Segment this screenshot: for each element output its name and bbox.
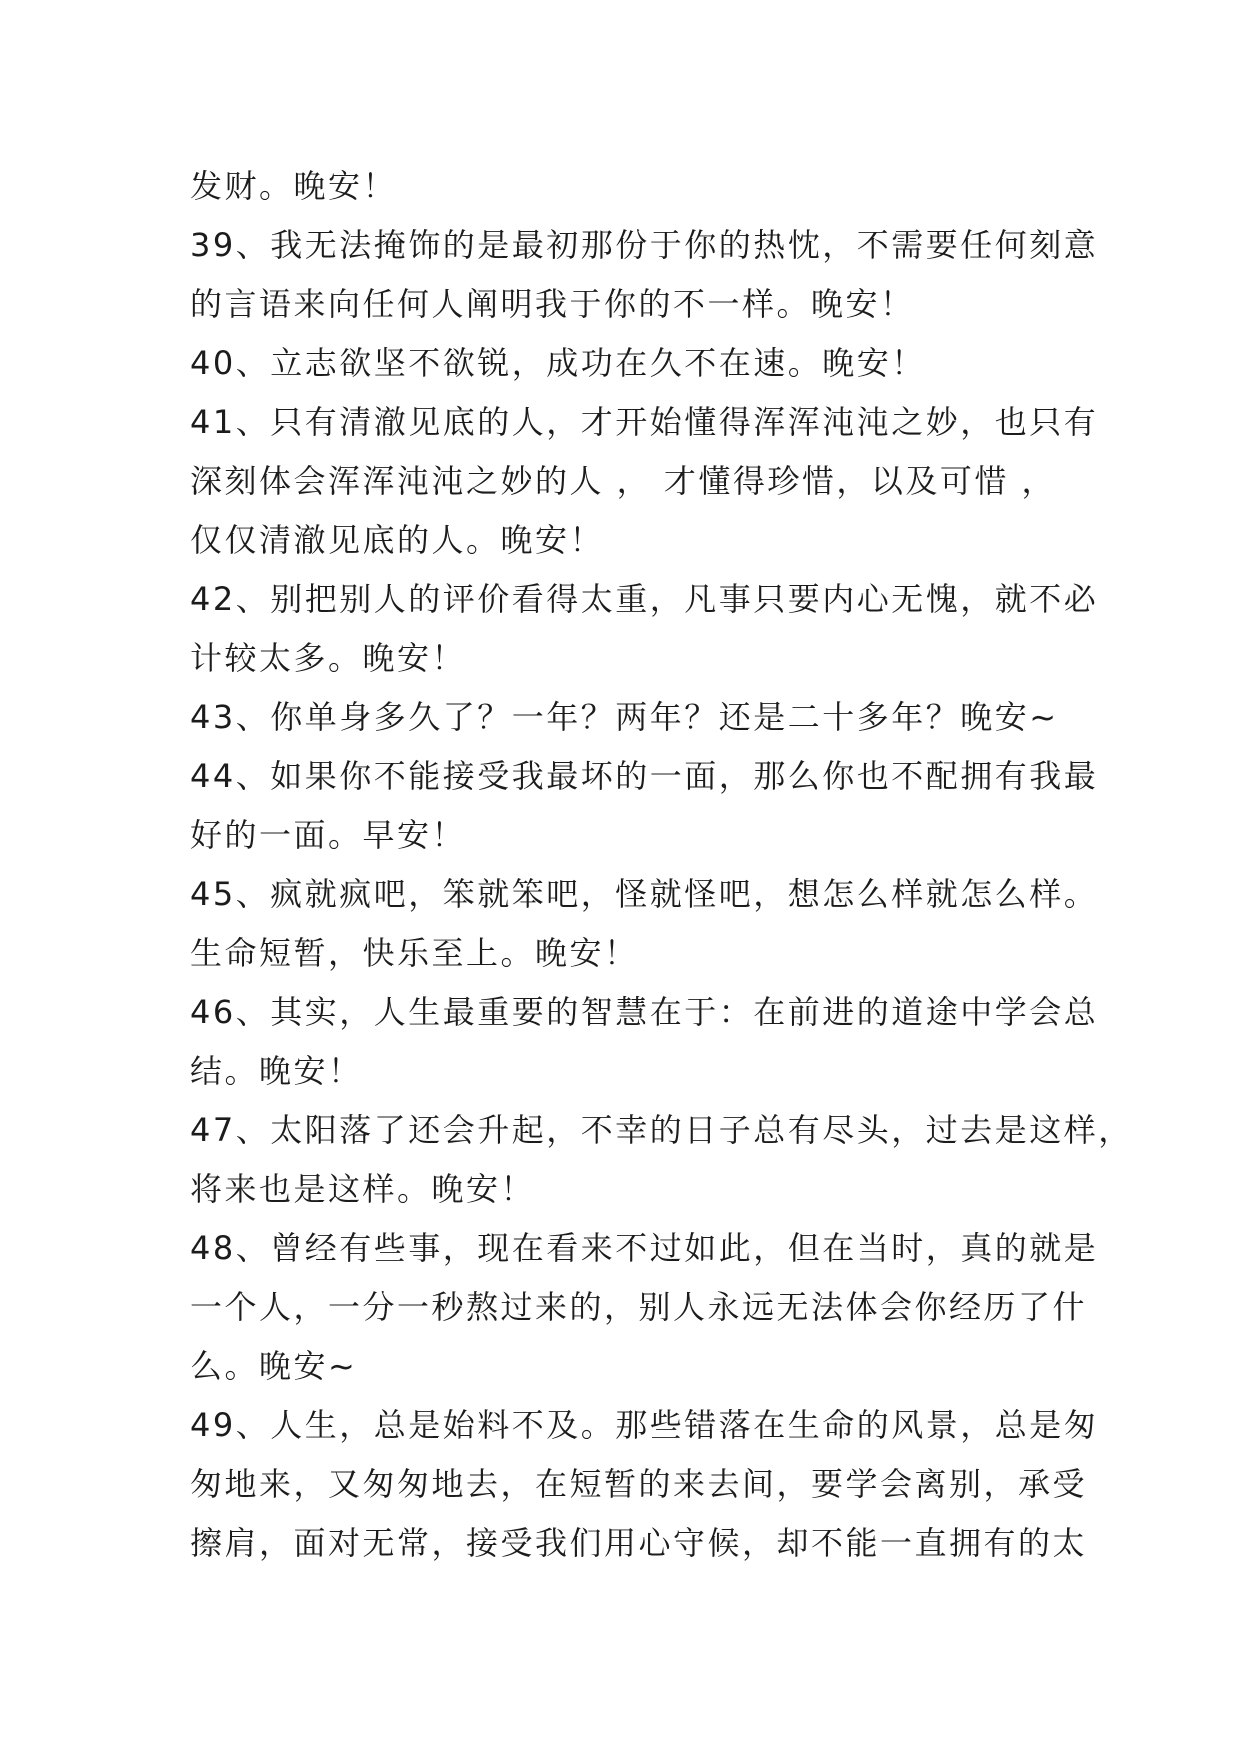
text-line: 好的一面。早安！ — [190, 816, 467, 854]
text-line: 匆地来，又匆匆地去，在短暂的来去间，要学会离别，承受 — [190, 1465, 1088, 1503]
text-line: 40、立志欲坚不欲锐，成功在久不在速。晚安！ — [190, 344, 926, 382]
text-line: 一个人，一分一秒熬过来的，别人永远无法体会你经历了什 — [190, 1288, 1088, 1326]
text-line: 46、其实，人生最重要的智慧在于：在前进的道途中学会总 — [190, 993, 1099, 1031]
text-line: 42、别把别人的评价看得太重，凡事只要内心无愧，就不必 — [190, 580, 1099, 618]
text-line: 仅仅清澈见底的人。晚安！ — [190, 521, 605, 559]
text-line: 结。晚安！ — [190, 1052, 363, 1090]
text-line: 39、我无法掩饰的是最初那份于你的热忱，不需要任何刻意 — [190, 226, 1099, 264]
body-text — [190, 157, 1133, 1573]
text-line: 深刻体会浑浑沌沌之妙的人 ， 才懂得珍惜，以及可惜 ， — [190, 462, 1057, 500]
text-line: 41、只有清澈见底的人，才开始懂得浑浑沌沌之妙，也只有 — [190, 403, 1099, 441]
text-line: 44、如果你不能接受我最坏的一面，那么你也不配拥有我最 — [190, 757, 1099, 795]
text-line: 48、曾经有些事，现在看来不过如此，但在当时，真的就是 — [190, 1229, 1099, 1267]
text-line: 45、疯就疯吧，笨就笨吧，怪就怪吧，想怎么样就怎么样。 — [190, 875, 1099, 913]
text-line: 么。晚安~ — [190, 1347, 358, 1385]
text-line: 擦肩，面对无常，接受我们用心守候，却不能一直拥有的太 — [190, 1524, 1088, 1562]
text-line: 发财。晚安！ — [190, 167, 398, 205]
text-line: 的言语来向任何人阐明我于你的不一样。晚安！ — [190, 285, 915, 323]
text-line: 生命短暂，快乐至上。晚安！ — [190, 934, 639, 972]
text-line: 计较太多。晚安！ — [190, 639, 467, 677]
text-line: 43、你单身多久了？一年？两年？还是二十多年？晚安~ — [190, 698, 1059, 736]
text-line: 将来也是这样。晚安！ — [190, 1170, 536, 1208]
text-line: 47、太阳落了还会升起，不幸的日子总有尽头，过去是这样， — [190, 1111, 1133, 1149]
text-line: 49、人生，总是始料不及。那些错落在生命的风景，总是匆 — [190, 1406, 1099, 1444]
